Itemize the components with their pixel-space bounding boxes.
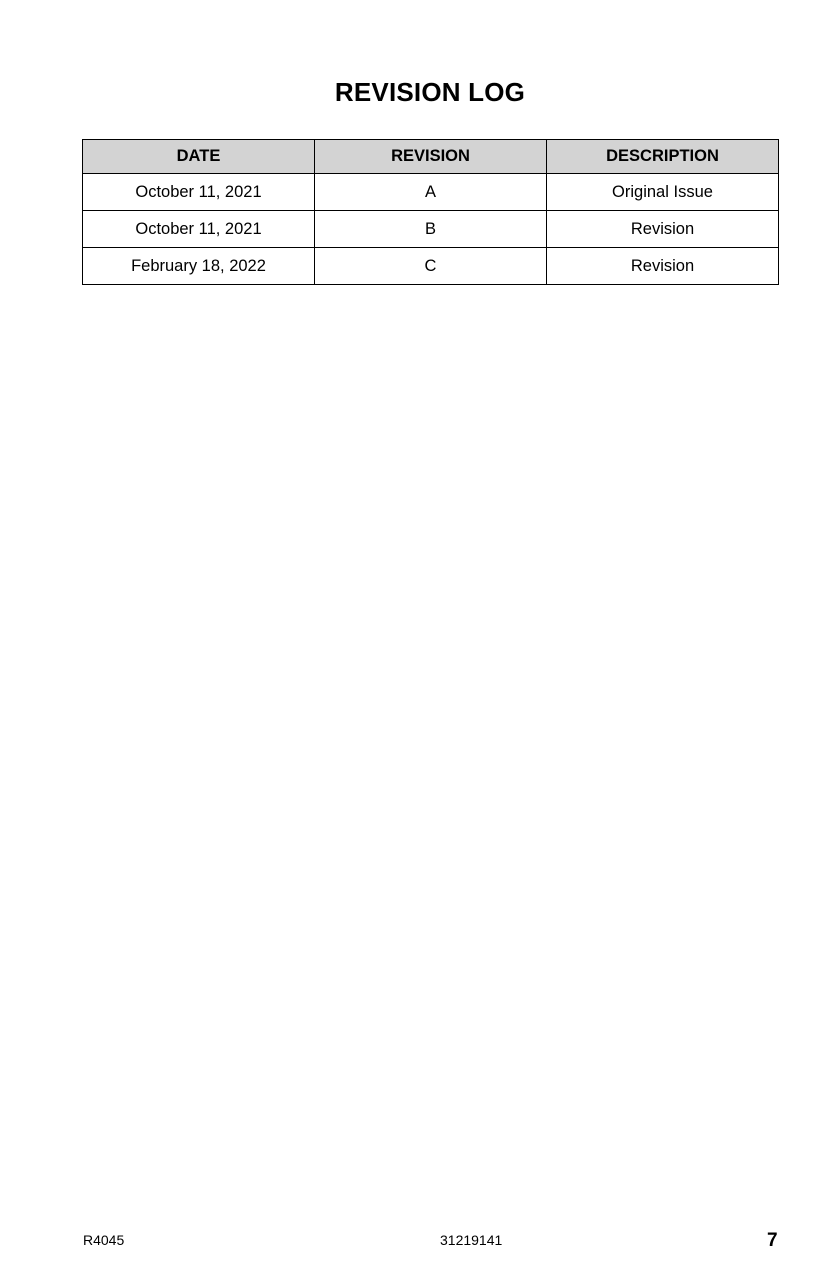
- cell-revision: A: [315, 174, 547, 211]
- table-row: [83, 174, 779, 211]
- cell-description: Revision: [547, 211, 779, 248]
- footer-model-number: R4045: [83, 1232, 125, 1248]
- cell-date: October 11, 2021: [83, 174, 315, 211]
- revision-log-table: [82, 139, 779, 285]
- cell-revision: B: [315, 211, 547, 248]
- footer-document-number: 31219141: [440, 1232, 503, 1248]
- table-row: [83, 211, 779, 248]
- column-header-date: DATE: [83, 140, 315, 174]
- cell-description: Original Issue: [547, 174, 779, 211]
- cell-date: February 18, 2022: [83, 248, 315, 285]
- column-header-revision: REVISION: [315, 140, 547, 174]
- column-header-description: DESCRIPTION: [547, 140, 779, 174]
- table-row: [83, 248, 779, 285]
- cell-description: Revision: [547, 248, 779, 285]
- footer-page-number: 7: [767, 1230, 778, 1251]
- page-title: REVISION LOG: [334, 77, 526, 107]
- cell-date: October 11, 2021: [83, 211, 315, 248]
- table-header-row: [83, 140, 779, 174]
- cell-revision: C: [315, 248, 547, 285]
